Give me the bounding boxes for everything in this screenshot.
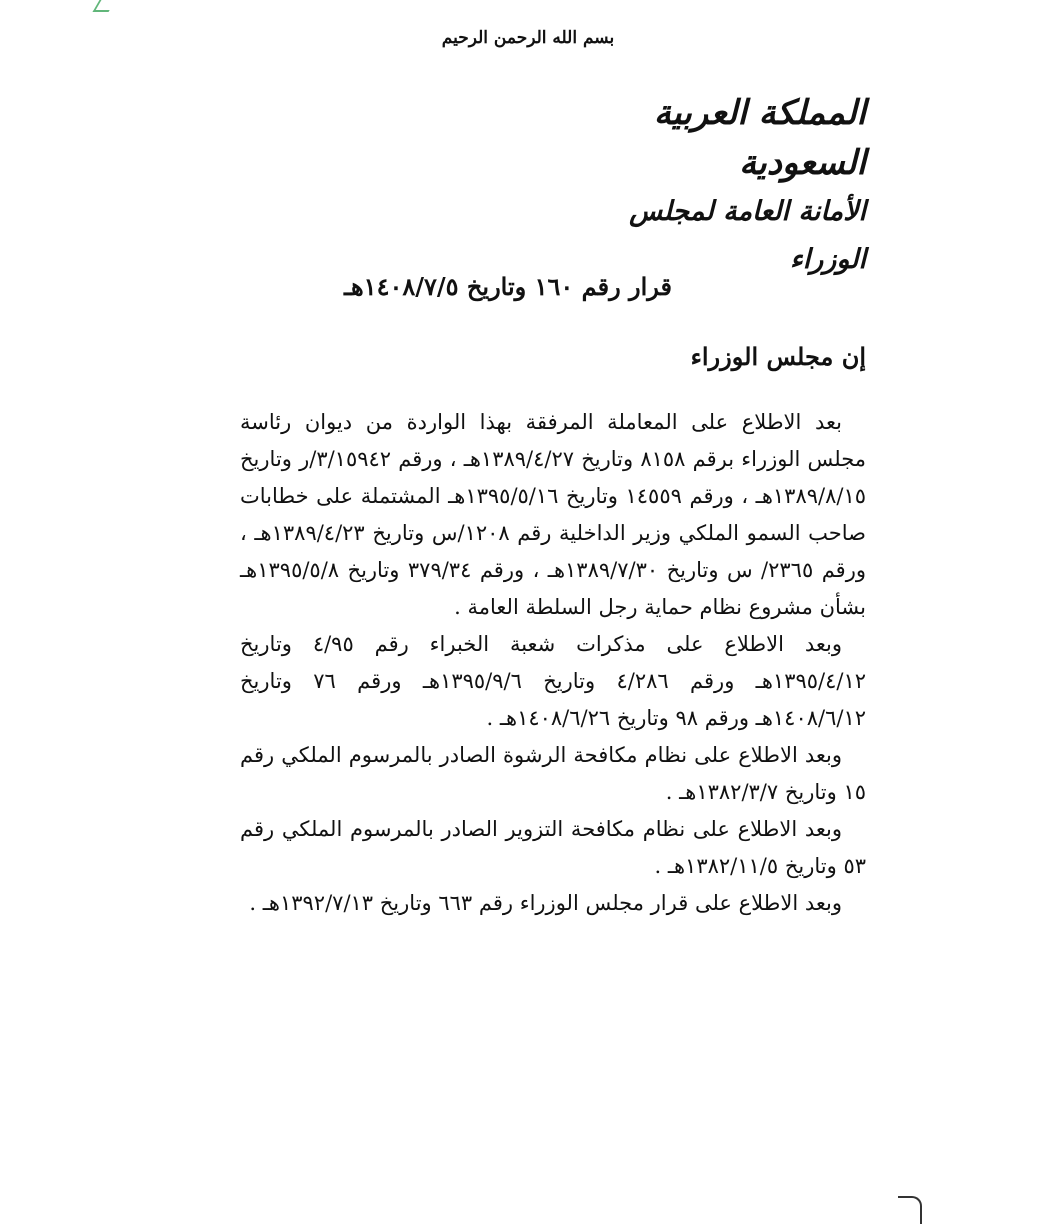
paragraph: بعد الاطلاع على المعاملة المرفقة بهذا الواردة من ديوان رئاسة مجلس الوزراء برقم ٨١٥٨ وتاريخ ١٣٨٩/٤/٢٧هـ ، ورقم ٣/١٥٩٤٢/ر وتاريخ ١٣٨٩/٨/١٥هـ ، ورقم ١٤٥٥٩ وتاريخ ١٣٩٥/٥/١٦هـ المشتملة على خطابات صاحب السمو الملكي وزير الداخلية رقم ١٢٠٨/س وتاريخ ١٣٨٩/٤/٢٣هـ ، ورقم ٢٣٦٥/ س وتاريخ ١٣٨٩/٧/٣٠هـ ، ورقم ٣٧٩/٣٤ وتاريخ ١٣٩٥/٥/٨هـ بشأن مشروع نظام حماية رجل السلطة العامة .: [240, 410, 867, 619]
council-heading: إن مجلس الوزراء: [690, 342, 866, 371]
paragraph: وبعد الاطلاع على مذكرات شعبة الخبراء رقم ٤/٩٥ وتاريخ ١٣٩٥/٤/١٢هـ ورقم ٤/٢٨٦ وتاريخ ١٣٩٥/٩/٦هـ ورقم ٧٦ وتاريخ ١٤٠٨/٦/١٢هـ ورقم ٩٨ وتاريخ ١٤٠٨/٦/٢٦هـ .: [240, 632, 867, 730]
secretariat-name: الأمانة العامة لمجلس الوزراء: [629, 196, 866, 275]
page-corner-mark: [898, 1196, 922, 1224]
letterhead: [566, 88, 866, 284]
paragraph: وبعد الاطلاع على نظام مكافحة التزوير الصادر بالمرسوم الملكي رقم ٥٣ وتاريخ ١٣٨٢/١١/٥هـ .: [240, 817, 866, 878]
paragraph: وبعد الاطلاع على قرار مجلس الوزراء رقم ٦٦٣ وتاريخ ١٣٩٢/٧/١٣هـ .: [249, 891, 842, 915]
kingdom-name: المملكة العربية السعودية: [653, 93, 866, 183]
basmala: بسم الله الرحمن الرحيم: [441, 28, 615, 48]
body-text: [240, 404, 866, 922]
corner-mark: [93, 0, 116, 12]
paragraph: وبعد الاطلاع على نظام مكافحة الرشوة الصادر بالمرسوم الملكي رقم ١٥ وتاريخ ١٣٨٢/٣/٧هـ .: [240, 743, 866, 804]
decision-title: قرار رقم ١٦٠ وتاريخ ١٤٠٨/٧/٥هـ: [343, 272, 672, 301]
